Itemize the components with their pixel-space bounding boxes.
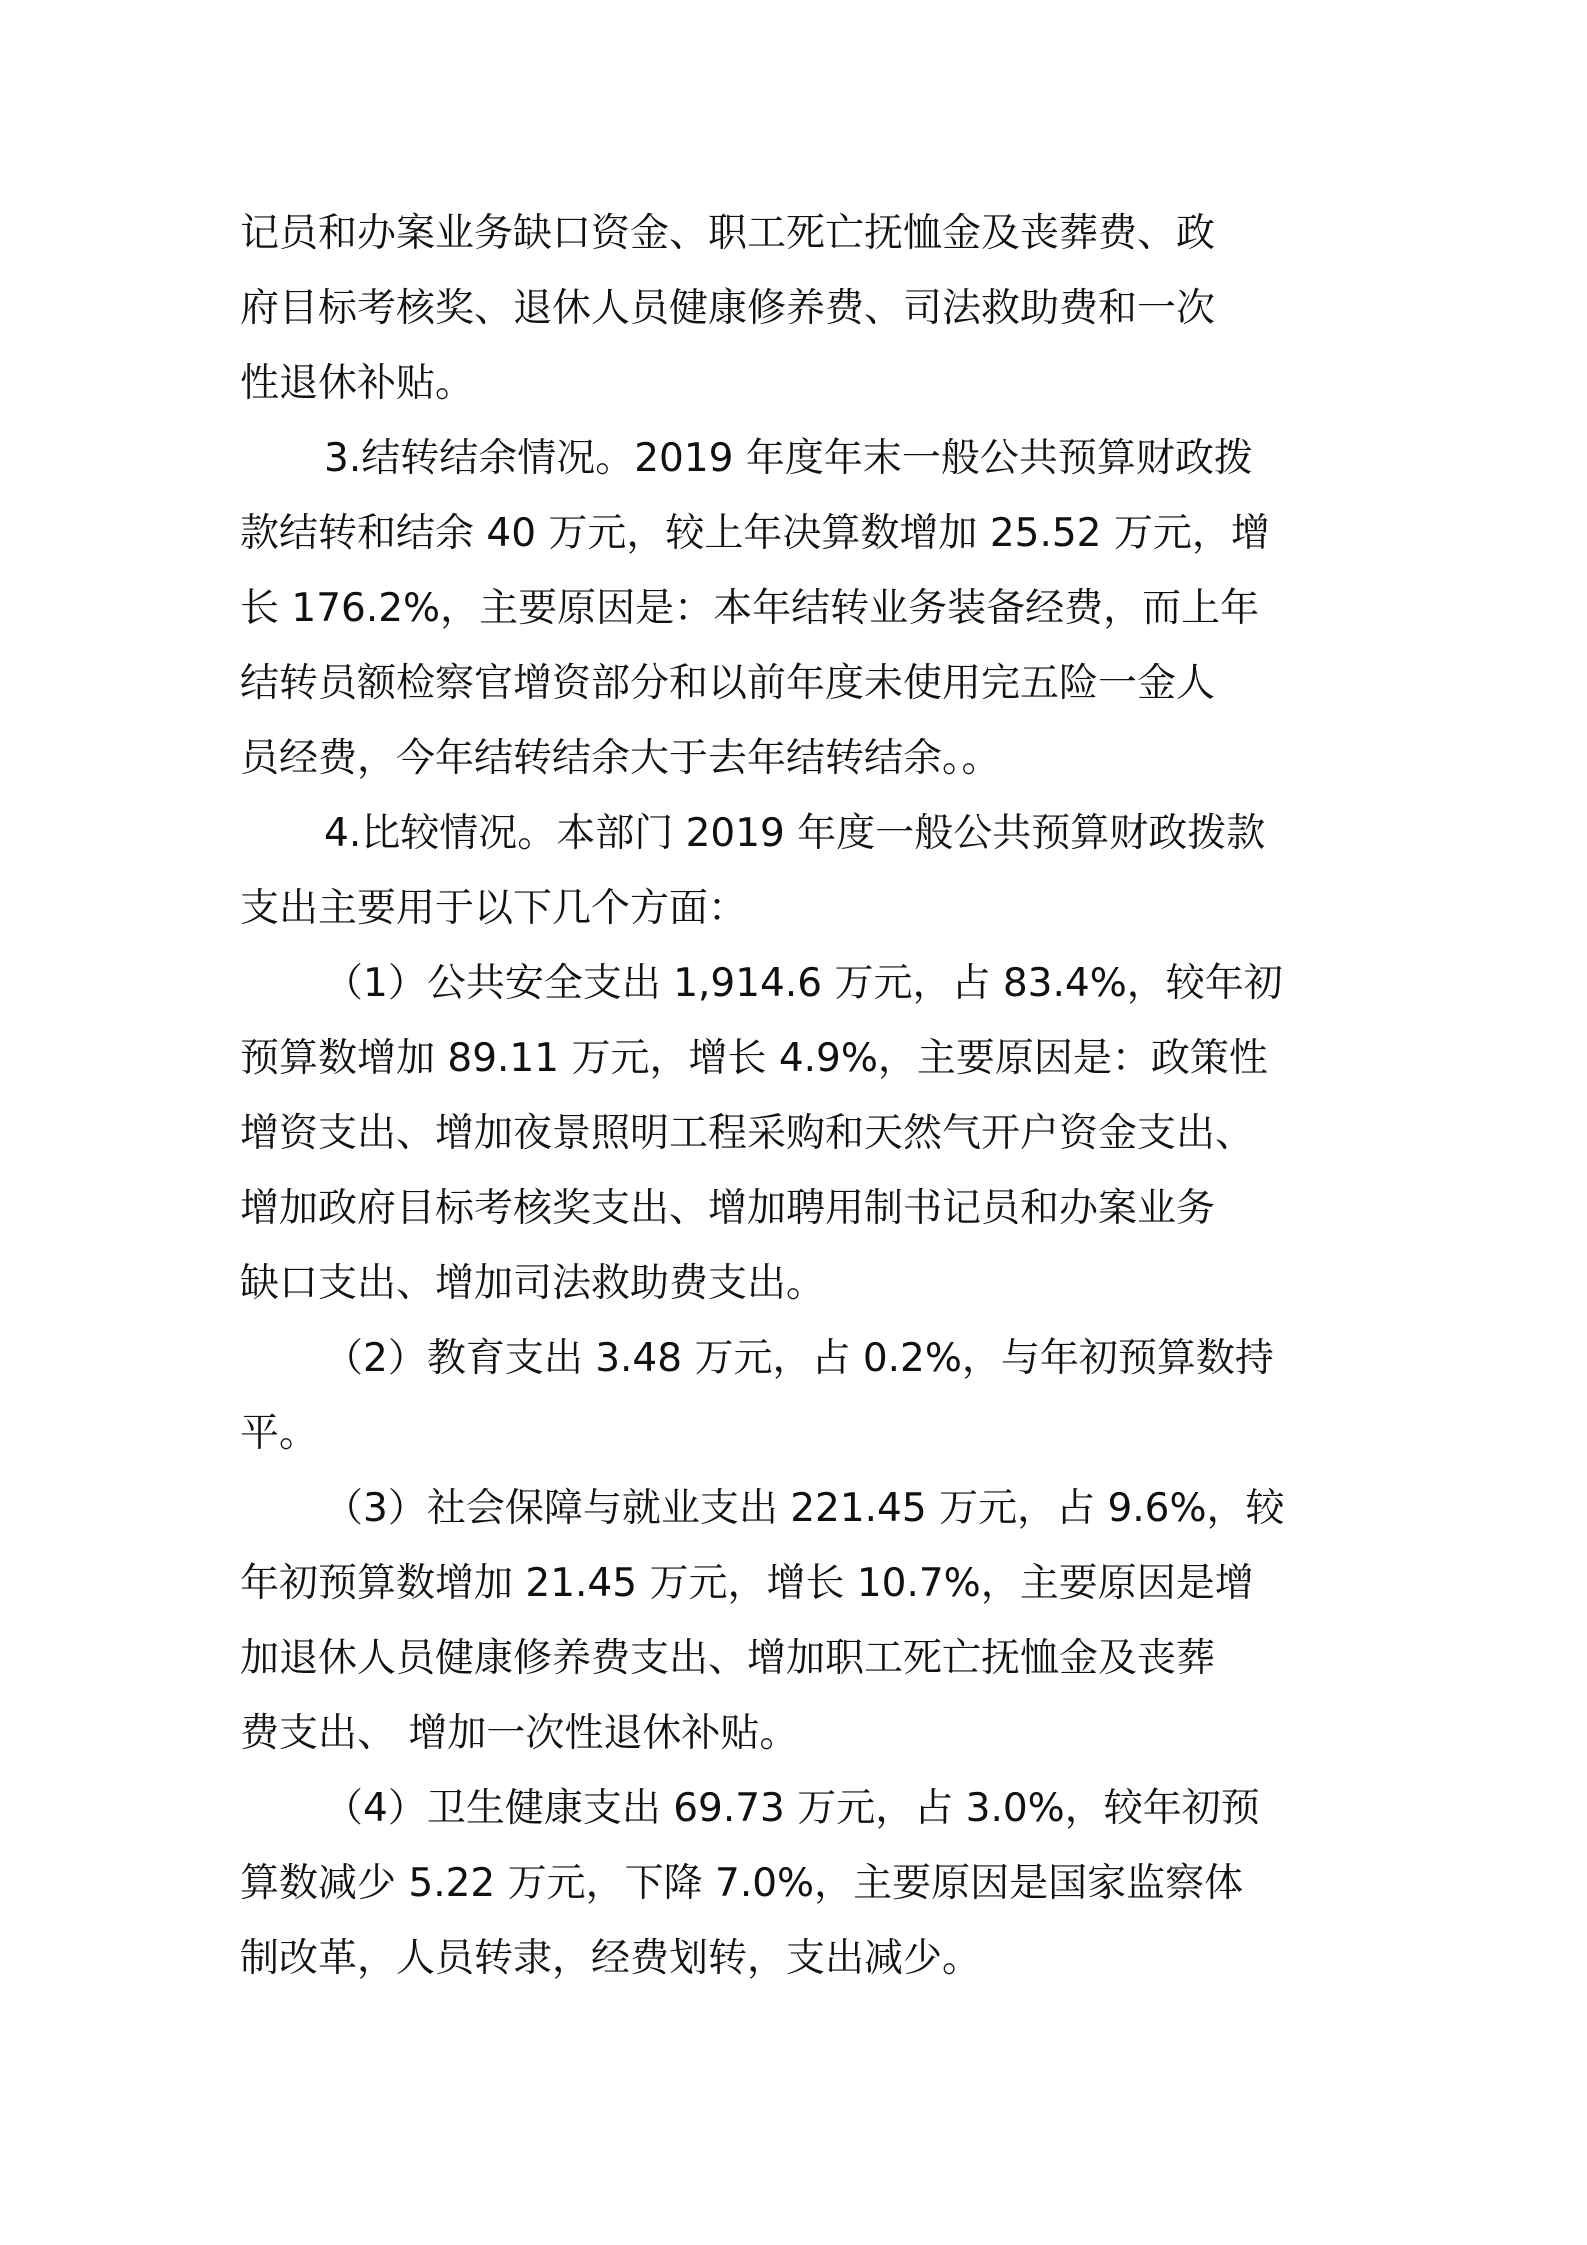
text-line-content: （1）公共安全支出 1,914.6 万元，占 83.4%，较年初 bbox=[324, 961, 1283, 1006]
text-line-content: 性退休补贴。 bbox=[240, 361, 475, 406]
text-line-content: 府目标考核奖、退休人员健康修养费、司法救助费和一次 bbox=[240, 286, 1216, 331]
text-line-content: 缺口支出、增加司法救助费支出。 bbox=[240, 1261, 826, 1306]
text-line bbox=[240, 646, 1350, 721]
text-line bbox=[240, 1546, 1350, 1621]
paragraph-intro bbox=[240, 196, 1350, 421]
text-line-content: 平。 bbox=[240, 1411, 319, 1456]
text-line bbox=[240, 1096, 1350, 1171]
paragraph-item-education bbox=[240, 1321, 1350, 1471]
paragraph-item-health bbox=[240, 1771, 1350, 1996]
text-line bbox=[240, 271, 1350, 346]
text-line bbox=[240, 196, 1350, 271]
text-line bbox=[240, 571, 1350, 646]
text-line bbox=[240, 1321, 1350, 1396]
paragraph-comparison bbox=[240, 796, 1350, 946]
text-line bbox=[240, 1846, 1350, 1921]
text-line-content: （4）卫生健康支出 69.73 万元，占 3.0%，较年初预 bbox=[324, 1786, 1260, 1831]
paragraph-carryover bbox=[240, 421, 1350, 796]
paragraph-item-social-security bbox=[240, 1471, 1350, 1771]
text-line bbox=[240, 1471, 1350, 1546]
text-line bbox=[240, 1921, 1350, 1996]
text-line-content: 预算数增加 89.11 万元，增长 4.9%，主要原因是：政策性 bbox=[240, 1036, 1268, 1081]
text-line bbox=[240, 1021, 1350, 1096]
text-line bbox=[240, 1171, 1350, 1246]
text-line-content: 算数减少 5.22 万元，下降 7.0%，主要原因是国家监察体 bbox=[240, 1861, 1244, 1906]
text-line bbox=[240, 871, 1350, 946]
text-line bbox=[240, 421, 1350, 496]
paragraph-item-public-security bbox=[240, 946, 1350, 1321]
text-line bbox=[240, 721, 1350, 796]
text-line bbox=[240, 1621, 1350, 1696]
text-line-content: 3.结转结余情况。2019 年度年末一般公共预算财政拨 bbox=[324, 436, 1253, 481]
text-line bbox=[240, 1771, 1350, 1846]
text-line-content: 年初预算数增加 21.45 万元，增长 10.7%，主要原因是增 bbox=[240, 1561, 1254, 1606]
text-line-content: （3）社会保障与就业支出 221.45 万元，占 9.6%，较 bbox=[324, 1486, 1285, 1531]
text-line-content: 制改革，人员转隶，经费划转，支出减少。 bbox=[240, 1936, 982, 1981]
text-line bbox=[240, 1396, 1350, 1471]
text-line-content: 加退休人员健康修养费支出、增加职工死亡抚恤金及丧葬 bbox=[240, 1636, 1216, 1681]
document-body bbox=[240, 196, 1350, 1996]
text-line-content: （2）教育支出 3.48 万元，占 0.2%，与年初预算数持 bbox=[324, 1336, 1274, 1381]
text-line-content: 记员和办案业务缺口资金、职工死亡抚恤金及丧葬费、政 bbox=[240, 211, 1216, 256]
text-line-content: 支出主要用于以下几个方面： bbox=[240, 886, 748, 931]
text-line-content: 增加政府目标考核奖支出、增加聘用制书记员和办案业务 bbox=[240, 1186, 1216, 1231]
text-line bbox=[240, 1696, 1350, 1771]
text-line bbox=[240, 796, 1350, 871]
text-line bbox=[240, 1246, 1350, 1321]
text-line bbox=[240, 346, 1350, 421]
text-line-content: 4.比较情况。本部门 2019 年度一般公共预算财政拨款 bbox=[324, 811, 1266, 856]
text-line-content: 费支出、 增加一次性退休补贴。 bbox=[240, 1711, 799, 1756]
text-line bbox=[240, 946, 1350, 1021]
text-line-content: 员经费，今年结转结余大于去年结转结余。。 bbox=[240, 736, 1001, 781]
text-line bbox=[240, 496, 1350, 571]
text-line-content: 长 176.2%，主要原因是：本年结转业务装备经费，而上年 bbox=[240, 586, 1260, 631]
text-line-content: 款结转和结余 40 万元，较上年决算数增加 25.52 万元，增 bbox=[240, 511, 1270, 556]
text-line-content: 增资支出、增加夜景照明工程采购和天然气开户资金支出、 bbox=[240, 1111, 1255, 1156]
text-line-content: 结转员额检察官增资部分和以前年度未使用完五险一金人 bbox=[240, 661, 1216, 706]
